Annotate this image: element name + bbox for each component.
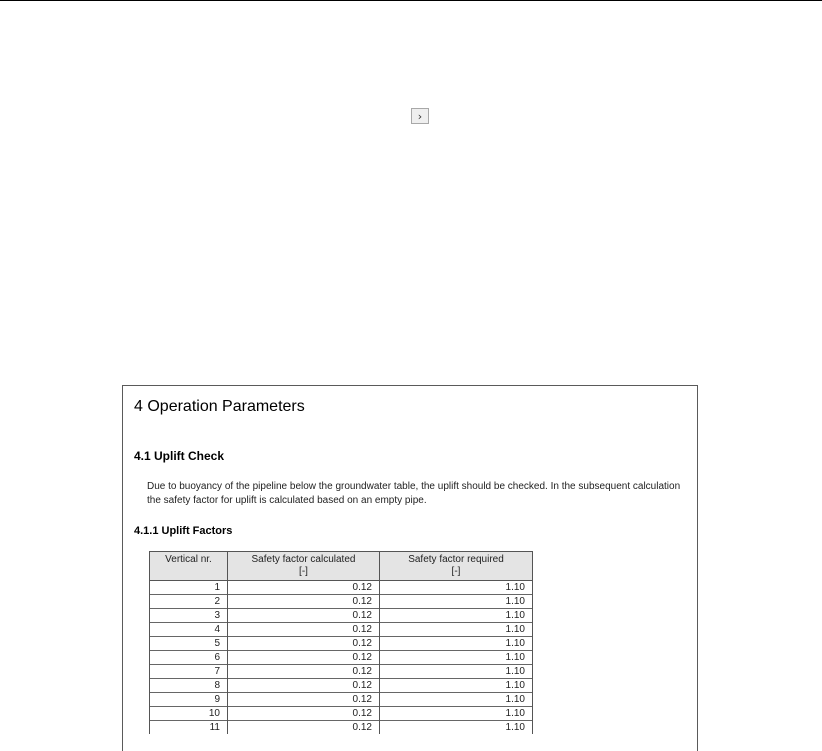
cell-safety-factor-calculated: 0.12: [228, 609, 380, 623]
cell-safety-factor-required: 1.10: [380, 693, 533, 707]
cell-safety-factor-calculated: 0.12: [228, 581, 380, 595]
table-row: [150, 707, 533, 721]
cell-vertical-nr: 9: [150, 693, 228, 707]
cell-safety-factor-calculated: 0.12: [228, 595, 380, 609]
cell-safety-factor-calculated: 0.12: [228, 665, 380, 679]
cell-safety-factor-required: 1.10: [380, 707, 533, 721]
header-safety-factor-required: Safety factor required [-]: [380, 552, 533, 581]
header-safety-factor-calculated: Safety factor calculated [-]: [228, 552, 380, 581]
cell-vertical-nr: 1: [150, 581, 228, 595]
cell-safety-factor-calculated: 0.12: [228, 651, 380, 665]
table-row: [150, 665, 533, 679]
table-row: [150, 651, 533, 665]
top-divider: [0, 0, 822, 1]
cell-vertical-nr: 4: [150, 623, 228, 637]
cell-safety-factor-calculated: 0.12: [228, 679, 380, 693]
cell-safety-factor-required: 1.10: [380, 609, 533, 623]
table-row: [150, 595, 533, 609]
table-row: [150, 609, 533, 623]
next-page-button[interactable]: [411, 108, 429, 124]
cell-vertical-nr: 3: [150, 609, 228, 623]
cell-safety-factor-required: 1.10: [380, 623, 533, 637]
table-row: [150, 721, 533, 735]
table-row: [150, 623, 533, 637]
cell-vertical-nr: 11: [150, 721, 228, 735]
subsubsection-title: 4.1.1 Uplift Factors: [134, 525, 233, 537]
section-title: 4 Operation Parameters: [134, 398, 305, 415]
cell-safety-factor-required: 1.10: [380, 595, 533, 609]
cell-vertical-nr: 10: [150, 707, 228, 721]
cell-safety-factor-required: 1.10: [380, 637, 533, 651]
table-header-row: [150, 552, 533, 581]
cell-vertical-nr: 8: [150, 679, 228, 693]
cell-vertical-nr: 7: [150, 665, 228, 679]
uplift-factors-table: [149, 551, 533, 734]
cell-safety-factor-calculated: 0.12: [228, 707, 380, 721]
cell-safety-factor-required: 1.10: [380, 665, 533, 679]
cell-vertical-nr: 6: [150, 651, 228, 665]
header-vertical-nr: Vertical nr.: [150, 552, 228, 581]
chevron-right-icon: ›: [417, 109, 423, 123]
table-row: [150, 637, 533, 651]
cell-safety-factor-calculated: 0.12: [228, 623, 380, 637]
cell-safety-factor-calculated: 0.12: [228, 721, 380, 735]
cell-vertical-nr: 2: [150, 595, 228, 609]
cell-safety-factor-required: 1.10: [380, 679, 533, 693]
subsection-title: 4.1 Uplift Check: [134, 449, 225, 463]
cell-safety-factor-required: 1.10: [380, 721, 533, 735]
cell-safety-factor-required: 1.10: [380, 651, 533, 665]
cell-vertical-nr: 5: [150, 637, 228, 651]
table-row: [150, 679, 533, 693]
table-row: [150, 581, 533, 595]
unit-label: [-]: [451, 566, 461, 577]
report-frame: [122, 385, 698, 751]
cell-safety-factor-calculated: 0.12: [228, 693, 380, 707]
unit-label: [-]: [299, 566, 308, 577]
uplift-description: Due to buoyancy of the pipeline below the groundwater table, the uplift should be checked. In the subsequent calculation the safety factor for uplift is calculated based on an empty pipe.: [147, 481, 681, 506]
table-row: [150, 693, 533, 707]
cell-safety-factor-required: 1.10: [380, 581, 533, 595]
cell-safety-factor-calculated: 0.12: [228, 637, 380, 651]
